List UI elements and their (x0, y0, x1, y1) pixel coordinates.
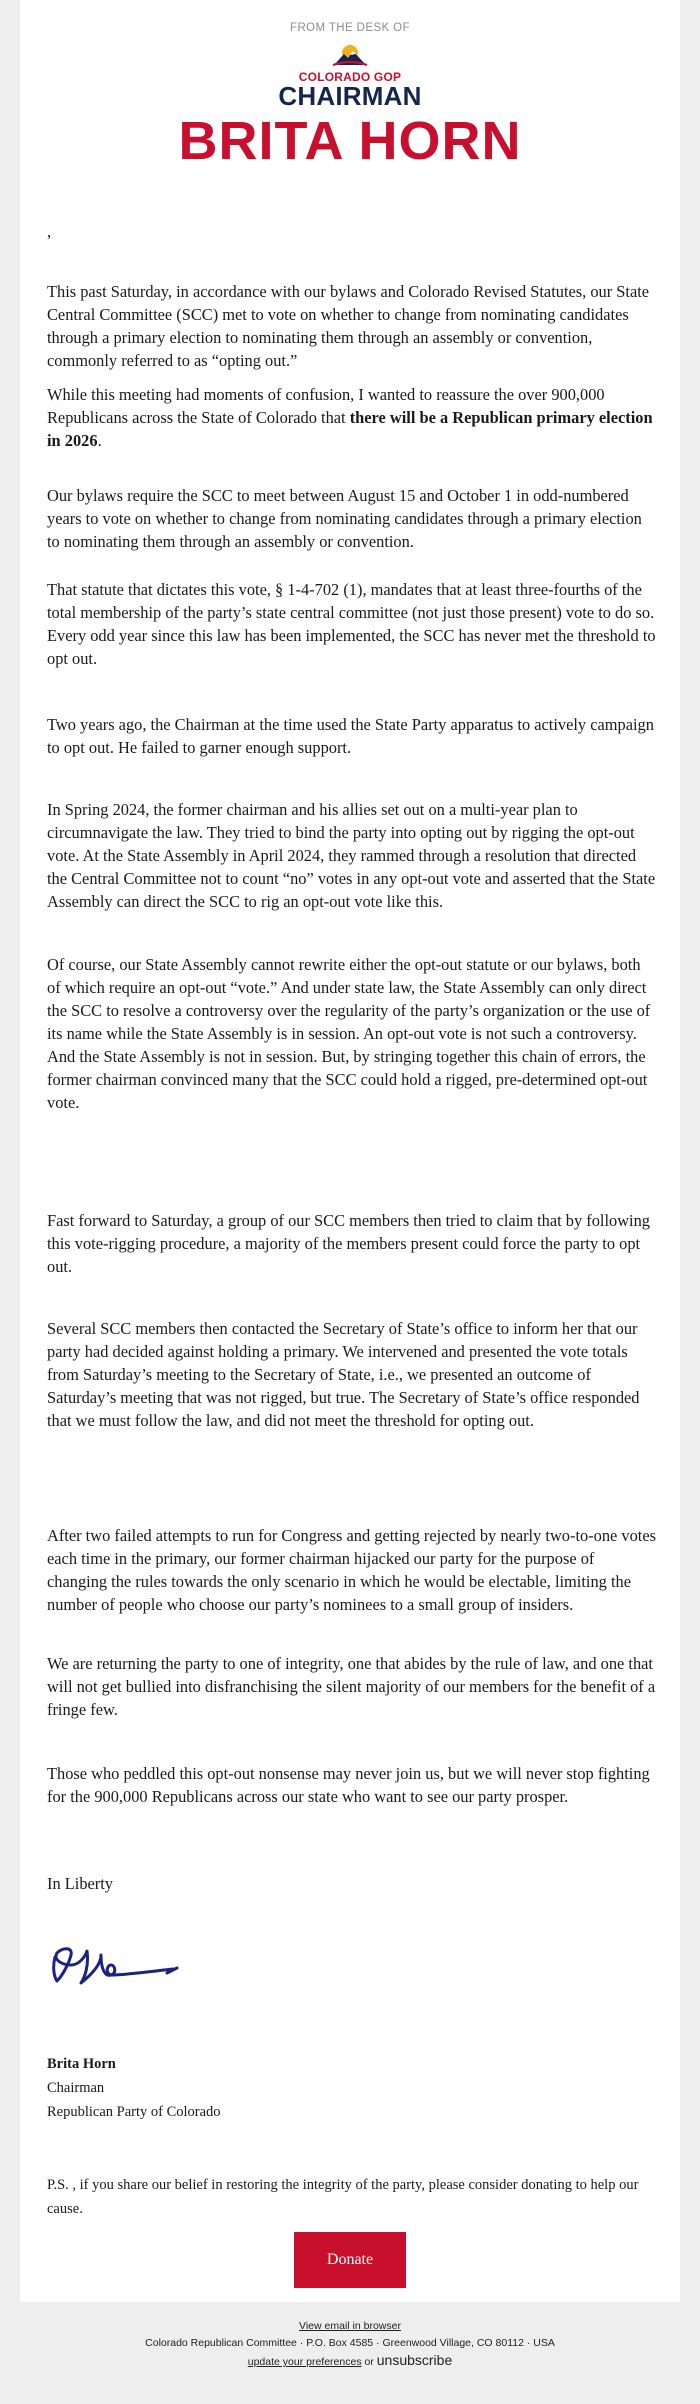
colorado-gop-logo (20, 42, 680, 171)
paragraph-3: Our bylaws require the SCC to meet between August 15 and October 1 in odd-numbered years to vote on whether to change from nominating candidates through a primary election to nominating them through an assembly or convention. (47, 486, 642, 552)
signer-name: Brita Horn (47, 2056, 116, 2072)
signature-block (47, 2052, 221, 2124)
footer-address: Colorado Republican Committee · P.O. Box 4585 · Greenwood Village, CO 80112 · USA (145, 2337, 555, 2349)
update-preferences-link[interactable]: update your preferences (247, 2356, 362, 2368)
paragraph-7: Of course, our State Assembly cannot rewrite either the opt-out statute or our bylaws, both of which require an opt-out “vote.” And under state law, the State Assembly can only direct the SCC to resolve a controversy over the regularity of the party’s organization or the use of its name while the State Assembly is in session. An opt-out vote is not such a controversy. And the State Assembly is not in session. But, by stringing together this chain of errors, the former chairman convinced many that the SCC could hold a rigged, pre-determined opt-out vote. (47, 955, 651, 1113)
logo-chairman: CHAIRMAN (278, 81, 422, 111)
paragraph-4: That statute that dictates this vote, § 1-4-702 (1), mandates that at least three-fourths of the total membership of the party’s state central committee (not just those present) vote to do so. Every odd year since this law has been implemented, the SCC has never met the threshold to opt out. (47, 580, 656, 669)
paragraph-12: Those who peddled this opt-out nonsense may never join us, but we will never stop fighting for the 900,000 Republicans across our state who want to see our party prosper. (47, 1764, 650, 1807)
paragraph-9: Several SCC members then contacted the Secretary of State’s office to inform her that our party had decided against holding a primary. We intervened and presented the vote totals from Saturday’s meeting to the Secretary of State, i.e., we presented an outcome of Saturday’s meeting that was not rigged, but true. The Secretary of State’s office responded that we must follow the law, and did not meet the threshold for opting out. (47, 1319, 640, 1431)
signer-title: Chairman (47, 2080, 105, 2096)
paragraph-8: Fast forward to Saturday, a group of our SCC members then tried to claim that by following this vote-rigging procedure, a majority of the members present could force the party to opt out. (47, 1211, 651, 1277)
letterhead (20, 0, 680, 171)
paragraph-1: This past Saturday, in accordance with our bylaws and Colorado Revised Statutes, our State Central Committee (SCC) met to vote on whether to change from nominating candidates through a primary election to nominating them through an assembly or convention, commonly referred to as “opting out.” (47, 282, 650, 371)
email-footer (0, 2318, 700, 2371)
donate-button[interactable]: Donate (294, 2232, 406, 2288)
salutation: , (47, 222, 52, 241)
closing-line: In Liberty (47, 1874, 113, 1894)
paragraph-2-text-a: While this meeting had moments of confusion, I wanted to reassure the over 900,000 Republicans across the State of Colorado that (47, 385, 605, 428)
paragraph-2-text-b: . (97, 431, 102, 451)
paragraph-2 (47, 383, 657, 452)
paragraph-6: In Spring 2024, the former chairman and his allies set out on a multi-year plan to circumnavigate the law. They tried to bind the party into opting out by rigging the opt-out vote. At the State Assembly in April 2024, they rammed through a resolution that directed the Central Committee not to count “no” votes in any opt-out vote and asserted that the State Assembly can direct the SCC to rig an opt-out vote like this. (47, 800, 656, 912)
paragraph-2-bold: there will be a Republican primary election in 2026 (47, 408, 653, 451)
footer-preferences (0, 2352, 700, 2371)
desk-label: FROM THE DESK OF (290, 22, 410, 34)
footer-or: or (361, 2356, 377, 2368)
view-in-browser-link[interactable]: View email in browser (299, 2320, 401, 2332)
logo-brita-horn: BRITA HORN (178, 111, 522, 171)
paragraph-11: We are returning the party to one of integrity, one that abides by the rule of law, and one that will not get bullied into disfranchising the silent majority of our members for the benefit of a fringe few. (47, 1654, 656, 1720)
unsubscribe-link[interactable]: unsubscribe (376, 2352, 453, 2368)
logo-colorado-gop: COLORADO GOP (298, 70, 402, 84)
signer-org: Republican Party of Colorado (47, 2104, 221, 2120)
colorado-sun-mountain-icon (332, 42, 368, 66)
postscript: P.S. , if you share our belief in restoring the integrity of the party, please consider donating to help our cause. (47, 2176, 639, 2217)
email-card (20, 0, 680, 2302)
handwritten-signature (45, 1935, 185, 1995)
paragraph-10: After two failed attempts to run for Congress and getting rejected by nearly two-to-one votes each time in the primary, our former chairman hijacked our party for the purpose of changing the rules towards the only scenario in which he would be electable, limiting the number of people who choose our party’s nominees to a small group of insiders. (47, 1526, 657, 1615)
paragraph-5: Two years ago, the Chairman at the time used the State Party apparatus to actively campaign to opt out. He failed to garner enough support. (47, 715, 654, 758)
